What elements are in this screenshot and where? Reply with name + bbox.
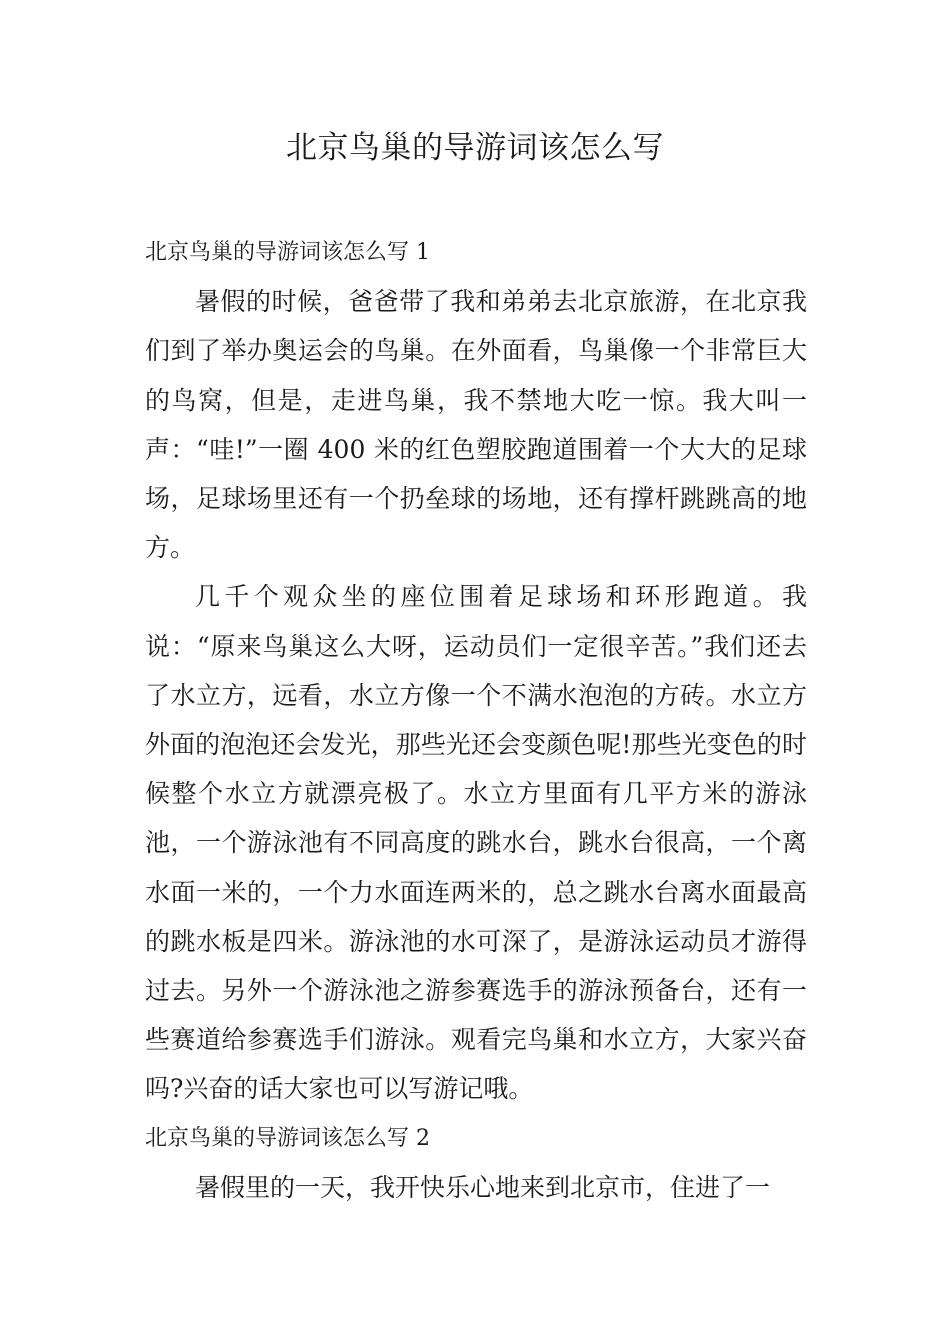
section-heading: 北京鸟巢的导游词该怎么写 2 (145, 1125, 430, 1151)
section-2 (145, 1114, 807, 1212)
paragraph: 几千个观众坐的座位围着足球场和环形跑道。我说：“原来鸟巢这么大呀，运动员们一定很辛苦。”我们还去了水立方，远看，水立方像一个不满水泡泡的方砖。水立方外面的泡泡还会发光，那些光还会变颜色呢!那些光变色的时候整个水立方就漂亮极了。水立方里面有几平方米的游泳池，一个游泳池有不同高度的跳水台，跳水台很高，一个离水面一米的，一个力水面连两米的，总之跳水台离水面最高的跳水板是四米。游泳池的水可深了，是游泳运动员才游得过去。另外一个游泳池之游参赛选手的游泳预备台，还有一些赛道给参赛选手们游泳。观看完鸟巢和水立方，大家兴奋吗?兴奋的话大家也可以写游记哦。 (145, 582, 807, 1104)
section-1 (145, 228, 807, 1114)
document-title: 北京鸟巢的导游词该怎么写 (286, 130, 664, 166)
section-heading: 北京鸟巢的导游词该怎么写 1 (145, 240, 430, 265)
document-body (145, 228, 807, 1212)
paragraph: 暑假的时候，爸爸带了我和弟弟去北京旅游，在北京我们到了举办奥运会的鸟巢。在外面看，鸟巢像一个非常巨大的鸟窝，但是，走进鸟巢，我不禁地大吃一惊。我大叫一声：“哇!”一圈 400 米的红色塑胶跑道围着一个大大的足球场，足球场里还有一个扔垒球的场地，还有撑杆跳跳高的地方。 (145, 287, 807, 563)
paragraph: 暑假里的一天，我开快乐心地来到北京市，住进了一 (195, 1172, 771, 1202)
